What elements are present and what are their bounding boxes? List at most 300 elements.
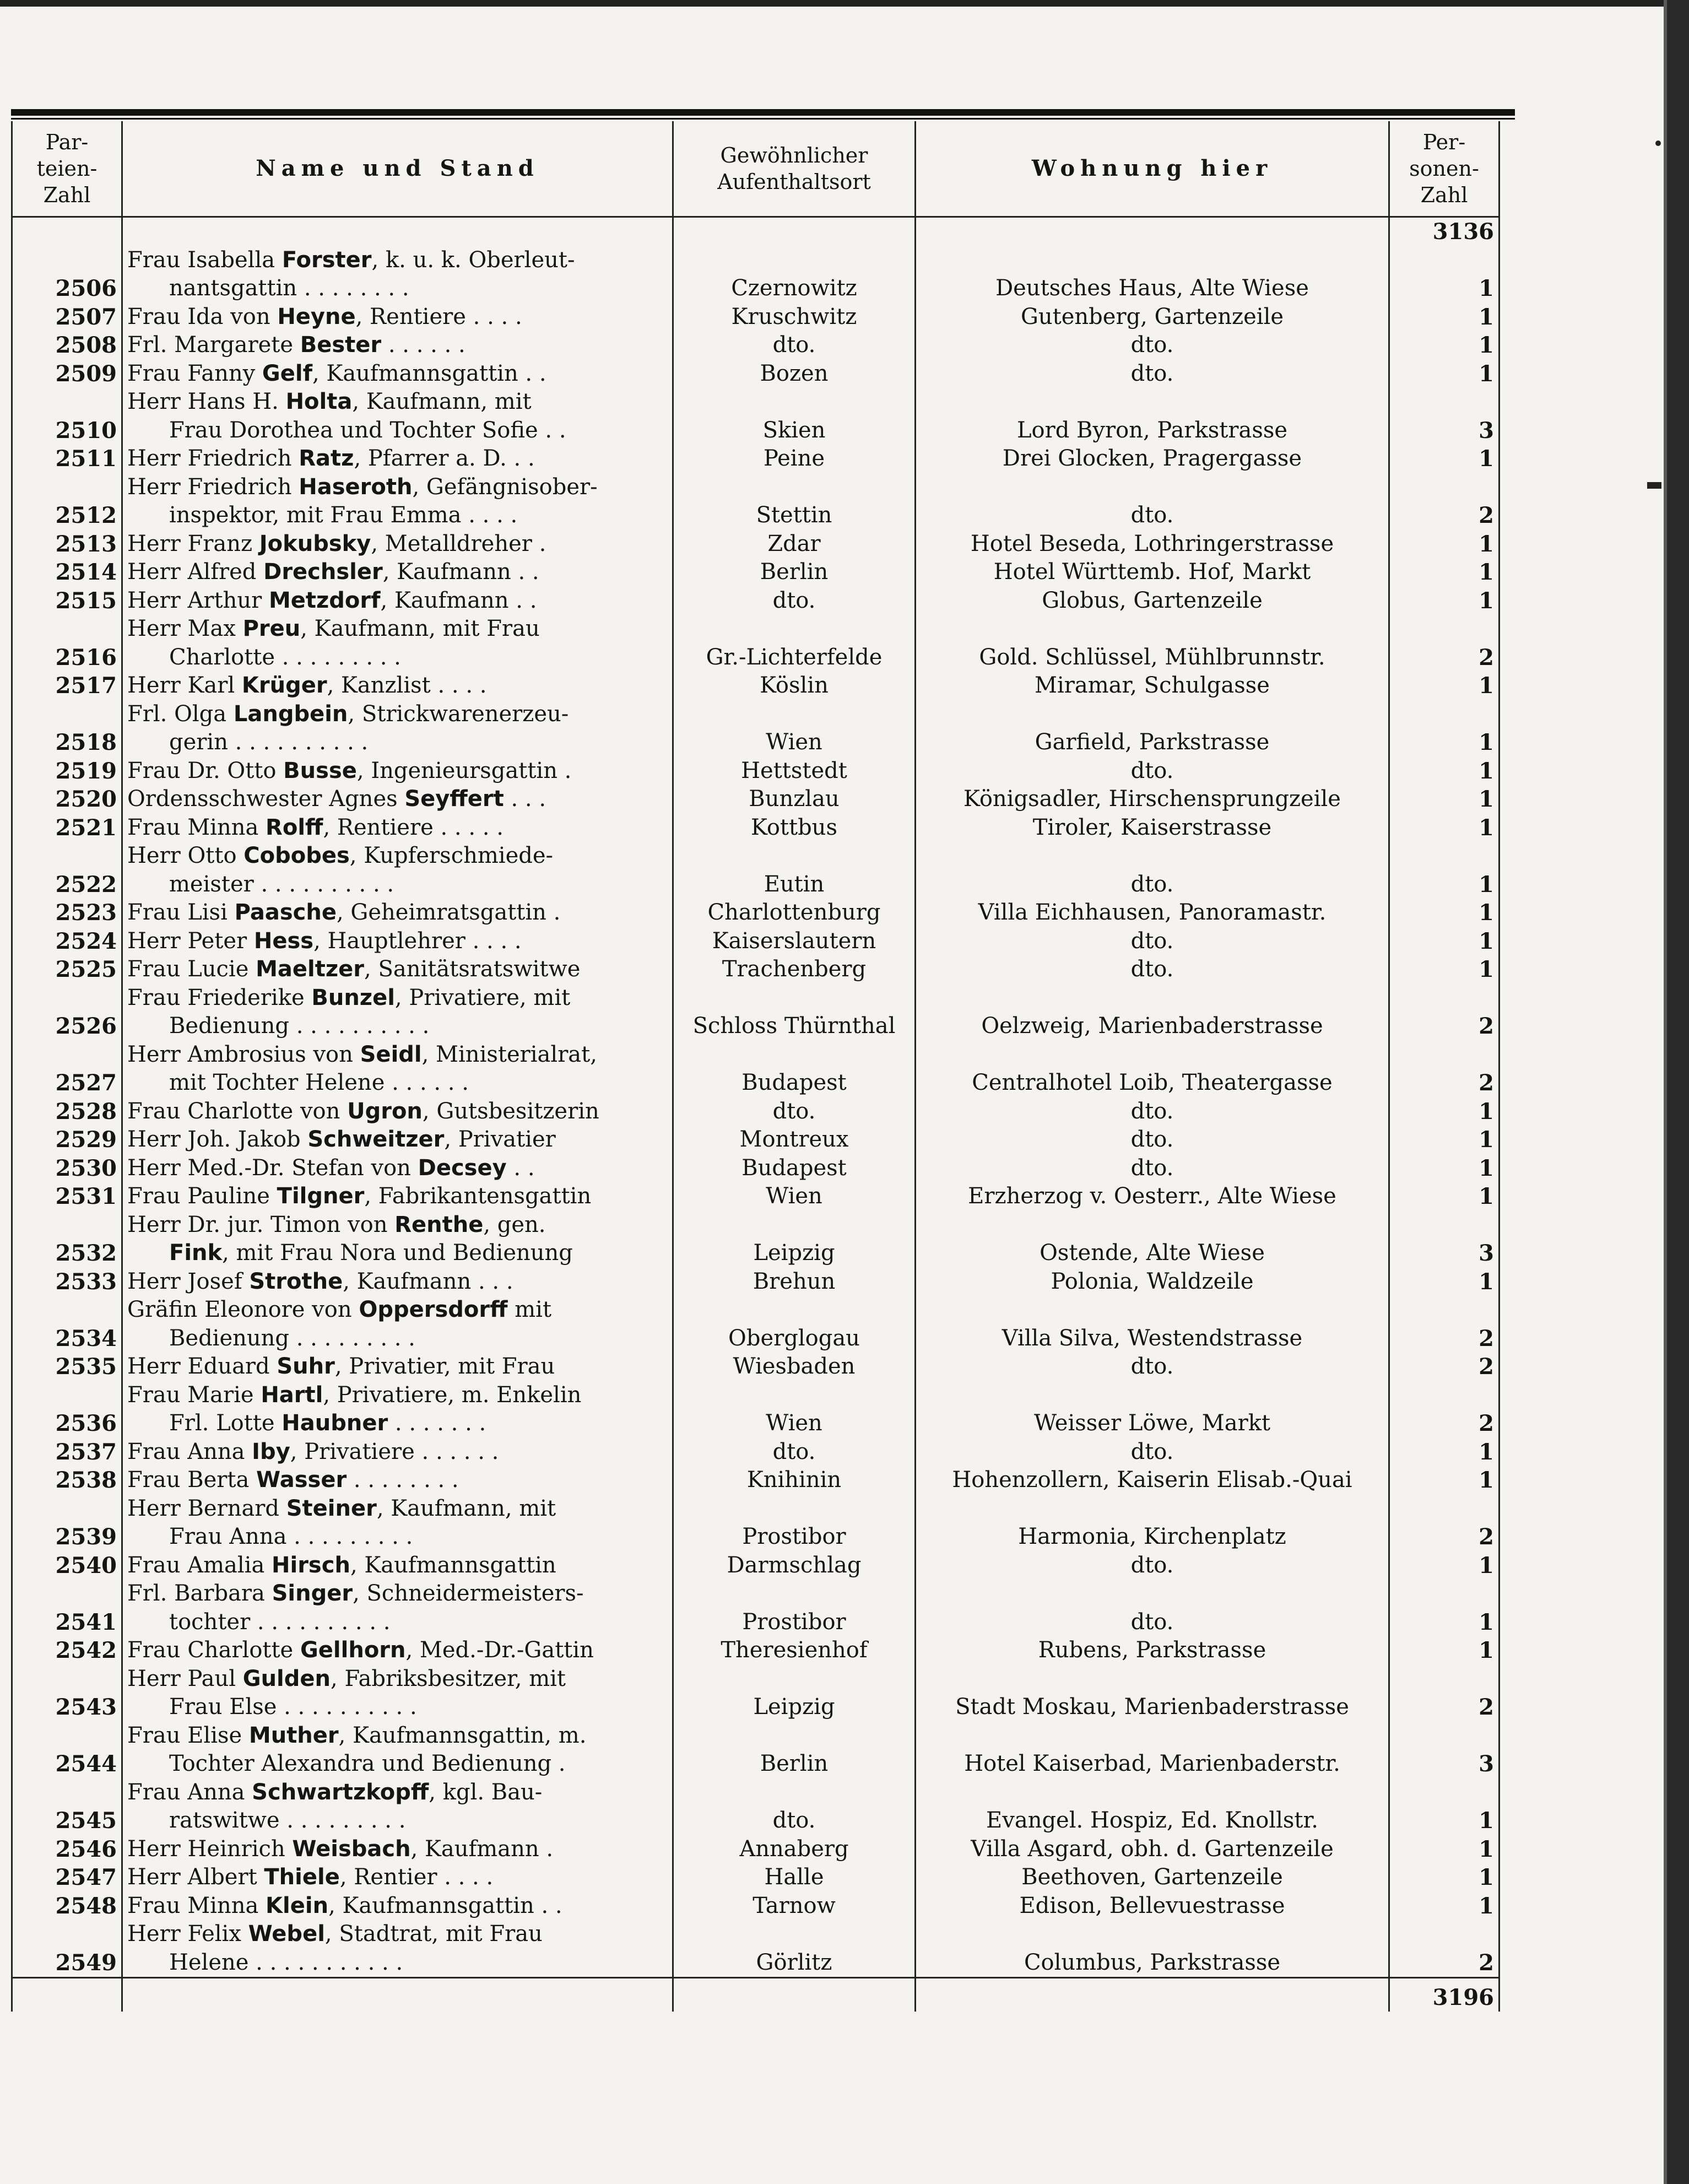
status-text: , Kaufmann, mit (376, 1495, 556, 1521)
person-count: 1 (1389, 1892, 1499, 1921)
lodging-address: Gold. Schlüssel, Mühlbrunnstr. (916, 615, 1389, 672)
party-number: 2522 (12, 842, 122, 899)
surname: Hirsch (272, 1552, 350, 1578)
surname: Singer (272, 1581, 353, 1606)
lodging-address: Hotel Württemb. Hof, Markt (916, 558, 1389, 587)
name-line (127, 1182, 668, 1211)
person-count: 1 (1389, 672, 1499, 700)
party-number: 2506 (12, 246, 122, 303)
carry-empty-num (12, 217, 122, 246)
lodging-address: Tiroler, Kaiserstrasse (916, 814, 1389, 842)
name-line (127, 672, 668, 700)
person-count: 1 (1389, 1778, 1499, 1835)
person-count: 1 (1389, 1551, 1499, 1580)
lodging-address: dto. (916, 360, 1389, 388)
name-line (127, 1665, 668, 1694)
guest-name-and-status (122, 246, 673, 303)
name-text: Frau Else . . . . . . . . . . (169, 1694, 417, 1720)
total-count: 3196 (1389, 1978, 1499, 2012)
guest-name-and-status (122, 1863, 673, 1892)
usual-residence: Leipzig (673, 1211, 916, 1268)
status-text: , Kanzlist . . . . (327, 673, 487, 698)
carry-over-count: 3136 (1389, 217, 1499, 246)
lodging-address: Villa Eichhausen, Panoramastr. (916, 899, 1389, 927)
usual-residence: Charlottenburg (673, 899, 916, 927)
status-text: , Geheimratsgattin . (336, 900, 561, 925)
name-text: Tochter Alexandra und Bedienung . (169, 1751, 566, 1776)
total-empty-num (12, 1978, 122, 2012)
guest-name-and-status (122, 1438, 673, 1467)
usual-residence: Eutin (673, 842, 916, 899)
header-name-and-status: Name und Stand (122, 121, 673, 217)
guest-name-and-status (122, 1665, 673, 1722)
guest-name-and-status (122, 331, 673, 360)
header-row (12, 121, 1499, 217)
name-text: Herr Dr. jur. Timon von (127, 1212, 395, 1237)
lodging-address: Edison, Bellevuestrasse (916, 1892, 1389, 1921)
name-line (127, 1211, 668, 1240)
usual-residence: Wien (673, 700, 916, 757)
name-text: Frau Lucie (127, 956, 256, 982)
lodging-address: dto. (916, 955, 1389, 984)
guest-name-and-status (122, 303, 673, 332)
name-line (127, 927, 668, 956)
surname: Thiele (264, 1864, 340, 1890)
status-text: , gen. (483, 1212, 546, 1237)
status-text: , kgl. Bau- (429, 1779, 543, 1805)
carry-empty-origin (673, 217, 916, 246)
party-number: 2525 (12, 955, 122, 984)
name-line (127, 1608, 668, 1637)
person-count: 1 (1389, 587, 1499, 615)
surname: Rolff (266, 814, 323, 840)
name-text: Frau Ida von (127, 304, 278, 329)
person-count: 3 (1389, 1211, 1499, 1268)
usual-residence: Berlin (673, 558, 916, 587)
register-row (12, 927, 1499, 956)
party-number: 2535 (12, 1353, 122, 1381)
name-text: Frl. Barbara (127, 1581, 272, 1606)
party-number: 2539 (12, 1495, 122, 1551)
person-count: 1 (1389, 1268, 1499, 1296)
party-number: 2515 (12, 587, 122, 615)
party-number: 2530 (12, 1154, 122, 1183)
person-count: 1 (1389, 303, 1499, 332)
person-count: 1 (1389, 246, 1499, 303)
name-line (127, 871, 668, 899)
party-number: 2521 (12, 814, 122, 842)
guest-name-and-status (122, 473, 673, 530)
name-text: Gräfin Eleonore von (127, 1297, 359, 1322)
lodging-address: Villa Asgard, obh. d. Gartenzeile (916, 1835, 1389, 1864)
guest-name-and-status (122, 587, 673, 615)
guest-name-and-status (122, 1381, 673, 1438)
lodging-address: Weisser Löwe, Markt (916, 1381, 1389, 1438)
usual-residence: Bozen (673, 360, 916, 388)
name-text: Frau Charlotte von (127, 1098, 348, 1124)
lodging-address: Miramar, Schulgasse (916, 672, 1389, 700)
lodging-address: Hotel Beseda, Lothringerstrasse (916, 530, 1389, 559)
usual-residence: Stettin (673, 473, 916, 530)
lodging-address: Polonia, Waldzeile (916, 1268, 1389, 1296)
guest-name-and-status (122, 530, 673, 559)
register-row (12, 1778, 1499, 1835)
name-text: Herr Paul (127, 1666, 243, 1691)
status-text: , Privatier (444, 1127, 556, 1152)
person-count: 1 (1389, 1126, 1499, 1154)
total-empty-name (122, 1978, 673, 2012)
usual-residence: Brehun (673, 1268, 916, 1296)
surname: Schweitzer (307, 1127, 445, 1152)
status-text: , Stadtrat, mit Frau (324, 1921, 543, 1947)
usual-residence: Bunzlau (673, 785, 916, 814)
name-text: nantsgattin . . . . . . . . (169, 275, 409, 301)
party-number: 2531 (12, 1182, 122, 1211)
surname: Oppersdorff (359, 1297, 508, 1322)
register-row (12, 1892, 1499, 1921)
party-number: 2512 (12, 473, 122, 530)
status-text: , Gutsbesitzerin (422, 1098, 599, 1124)
surname: Schwartzkopff (252, 1779, 429, 1805)
name-text: Frl. Olga (127, 701, 234, 727)
name-text: Herr Max (127, 616, 243, 641)
name-line (127, 1381, 668, 1410)
name-line (127, 1098, 668, 1126)
party-number: 2549 (12, 1920, 122, 1978)
usual-residence: Wien (673, 1182, 916, 1211)
usual-residence: Montreux (673, 1126, 916, 1154)
surname: Bunzel (311, 985, 395, 1010)
lodging-address: Harmonia, Kirchenplatz (916, 1495, 1389, 1551)
surname: Strothe (249, 1268, 343, 1294)
party-number: 2543 (12, 1665, 122, 1722)
usual-residence: Budapest (673, 1041, 916, 1098)
party-number: 2507 (12, 303, 122, 332)
usual-residence: Zdar (673, 530, 916, 559)
name-text: gerin . . . . . . . . . . (169, 729, 369, 755)
lodging-address: dto. (916, 1551, 1389, 1580)
status-text: . . . . . . (381, 332, 465, 358)
usual-residence: Gr.-Lichterfelde (673, 615, 916, 672)
status-text: . . (506, 1155, 535, 1181)
lodging-address: Globus, Gartenzeile (916, 587, 1389, 615)
name-text: inspektor, mit Frau Emma . . . . (169, 502, 518, 528)
status-text: , Metalldreher . (371, 531, 546, 556)
person-count: 1 (1389, 1835, 1499, 1864)
register-row (12, 558, 1499, 587)
person-count: 1 (1389, 1438, 1499, 1467)
guest-name-and-status (122, 1211, 673, 1268)
register-row (12, 1835, 1499, 1864)
party-number: 2509 (12, 360, 122, 388)
name-line (127, 274, 668, 303)
surname: Suhr (277, 1354, 335, 1379)
lodging-address: Centralhotel Loib, Theatergasse (916, 1041, 1389, 1098)
guest-name-and-status (122, 700, 673, 757)
name-text: Herr Arthur (127, 587, 269, 613)
name-line (127, 1835, 668, 1864)
usual-residence: Wien (673, 1381, 916, 1438)
usual-residence: Oberglogau (673, 1296, 916, 1353)
person-count: 2 (1389, 1665, 1499, 1722)
register-row (12, 331, 1499, 360)
name-text: Frau Pauline (127, 1183, 277, 1209)
name-line (127, 842, 668, 871)
register-row (12, 473, 1499, 530)
usual-residence: Peine (673, 445, 916, 473)
name-text: Herr Friedrich (127, 474, 299, 500)
surname: Weisbach (292, 1836, 411, 1862)
carry-empty-address (916, 217, 1389, 246)
surname: Gellhorn (300, 1637, 406, 1663)
total-empty-origin (673, 1978, 916, 2012)
person-count: 2 (1389, 615, 1499, 672)
party-number: 2511 (12, 445, 122, 473)
lodging-address: Columbus, Parkstrasse (916, 1920, 1389, 1978)
lodging-address: Rubens, Parkstrasse (916, 1636, 1389, 1665)
register-row (12, 1466, 1499, 1495)
name-line (127, 1466, 668, 1495)
register-row (12, 700, 1499, 757)
status-text: , Kaufmannsgattin (350, 1552, 556, 1578)
status-text: , Gefängnisober- (412, 474, 598, 500)
name-text: Frau Friederike (127, 985, 312, 1010)
scan-top-edge (0, 0, 1689, 7)
register-row (12, 672, 1499, 700)
usual-residence: Halle (673, 1863, 916, 1892)
guest-name-and-status (122, 1722, 673, 1778)
register-row (12, 899, 1499, 927)
register-row (12, 1722, 1499, 1778)
person-count: 2 (1389, 1296, 1499, 1353)
status-text: , Kupferschmiede- (349, 843, 554, 868)
surname: Renthe (394, 1212, 484, 1237)
name-line (127, 728, 668, 757)
margin-ink-mark (1655, 140, 1661, 146)
name-text: Herr Felix (127, 1921, 248, 1947)
usual-residence: Prostibor (673, 1580, 916, 1636)
name-line (127, 388, 668, 417)
guest-name-and-status (122, 1778, 673, 1835)
party-number: 2517 (12, 672, 122, 700)
usual-residence: dto. (673, 331, 916, 360)
lodging-address: Beethoven, Gartenzeile (916, 1863, 1389, 1892)
name-line (127, 587, 668, 615)
person-count: 1 (1389, 1182, 1499, 1211)
guest-name-and-status (122, 615, 673, 672)
name-text: Frau Berta (127, 1467, 257, 1493)
register-row (12, 445, 1499, 473)
name-text: Herr Med.-Dr. Stefan von (127, 1155, 418, 1181)
guest-name-and-status (122, 1041, 673, 1098)
party-number: 2518 (12, 700, 122, 757)
person-count: 1 (1389, 700, 1499, 757)
name-line (127, 1495, 668, 1523)
usual-residence: Kottbus (673, 814, 916, 842)
status-text: , Schneidermeisters- (353, 1581, 584, 1606)
name-text: Herr Peter (127, 928, 254, 954)
register-row (12, 1041, 1499, 1098)
guest-name-and-status (122, 1636, 673, 1665)
header-person-count: Per- sonen- Zahl (1389, 121, 1499, 217)
top-double-rule-thin (11, 118, 1515, 120)
name-text: Frau Isabella (127, 247, 282, 273)
party-number: 2524 (12, 927, 122, 956)
party-number: 2526 (12, 984, 122, 1041)
party-number: 2514 (12, 558, 122, 587)
person-count: 3 (1389, 1722, 1499, 1778)
status-text: , Kaufmann . . . (343, 1268, 513, 1294)
name-text: Frau Anna (127, 1779, 252, 1805)
name-text: Frau Lisi (127, 900, 235, 925)
usual-residence: dto. (673, 1778, 916, 1835)
carry-over-row (12, 217, 1499, 246)
person-count: 2 (1389, 1495, 1499, 1551)
surname: Fink (169, 1240, 223, 1266)
status-text: , Rentiere . . . . . (323, 814, 504, 840)
guest-name-and-status (122, 785, 673, 814)
person-count: 1 (1389, 785, 1499, 814)
lodging-address: Lord Byron, Parkstrasse (916, 388, 1389, 445)
register-page (11, 109, 1515, 2048)
status-text: . . . . . . . . (347, 1467, 459, 1493)
name-line (127, 303, 668, 332)
status-text: , Kaufmannsgattin, m. (338, 1722, 587, 1748)
register-row (12, 814, 1499, 842)
party-number: 2545 (12, 1778, 122, 1835)
name-text: Herr Otto (127, 843, 244, 868)
surname: Langbein (233, 701, 348, 727)
party-number: 2516 (12, 615, 122, 672)
usual-residence: Darmschlag (673, 1551, 916, 1580)
name-text: Bedienung . . . . . . . . . . (169, 1013, 430, 1039)
person-count: 2 (1389, 1920, 1499, 1978)
register-row (12, 360, 1499, 388)
party-number: 2542 (12, 1636, 122, 1665)
person-count: 1 (1389, 814, 1499, 842)
scan-right-edge (1667, 0, 1689, 2184)
person-count: 1 (1389, 558, 1499, 587)
lodging-address: dto. (916, 1353, 1389, 1381)
name-text: Frau Dr. Otto (127, 758, 284, 783)
surname: Holta (285, 389, 353, 414)
name-line (127, 1409, 668, 1438)
person-count: 2 (1389, 1353, 1499, 1381)
register-row (12, 1495, 1499, 1551)
person-count: 1 (1389, 1636, 1499, 1665)
name-line (127, 814, 668, 842)
top-double-rule-thick (11, 109, 1515, 116)
name-text: Frau Minna (127, 1893, 266, 1918)
guest-name-and-status (122, 1154, 673, 1183)
name-line (127, 1580, 668, 1608)
register-row (12, 1863, 1499, 1892)
guest-name-and-status (122, 672, 673, 700)
usual-residence: dto. (673, 587, 916, 615)
status-text: , Privatier, mit Frau (334, 1354, 555, 1379)
guest-name-and-status (122, 445, 673, 473)
lodging-address: Hotel Kaiserbad, Marienbaderstr. (916, 1722, 1389, 1778)
surname: Preu (242, 616, 301, 641)
name-text: Frau Dorothea und Tochter Sofie . . (169, 417, 566, 443)
party-number: 2532 (12, 1211, 122, 1268)
party-number: 2510 (12, 388, 122, 445)
person-count: 1 (1389, 927, 1499, 956)
guest-name-and-status (122, 1466, 673, 1495)
name-line (127, 417, 668, 445)
name-text: Frau Minna (127, 814, 266, 840)
status-text: mit (507, 1297, 552, 1322)
surname: Decsey (418, 1155, 507, 1181)
lodging-address: Oelzweig, Marienbaderstrasse (916, 984, 1389, 1041)
register-row (12, 1296, 1499, 1353)
name-text: tochter . . . . . . . . . . (169, 1609, 391, 1635)
name-line (127, 1750, 668, 1778)
status-text: , Kaufmann . . (382, 559, 539, 585)
register-row (12, 842, 1499, 899)
name-line (127, 558, 668, 587)
name-text: Herr Bernard (127, 1495, 286, 1521)
register-body (12, 217, 1499, 1978)
lodging-address: Stadt Moskau, Marienbaderstrasse (916, 1665, 1389, 1722)
register-row (12, 1580, 1499, 1636)
status-text: , Pfarrer a. D. . . (354, 446, 535, 471)
party-number: 2523 (12, 899, 122, 927)
lodging-address: dto. (916, 1580, 1389, 1636)
register-row (12, 388, 1499, 445)
name-line (127, 1268, 668, 1296)
lodging-address: Drei Glocken, Pragergasse (916, 445, 1389, 473)
party-number: 2537 (12, 1438, 122, 1467)
guest-name-and-status (122, 1268, 673, 1296)
party-number: 2508 (12, 331, 122, 360)
lodging-address: Garfield, Parkstrasse (916, 700, 1389, 757)
status-text: , Med.-Dr.-Gattin (405, 1637, 594, 1663)
lodging-address: Hohenzollern, Kaiserin Elisab.-Quai (916, 1466, 1389, 1495)
person-count: 1 (1389, 1154, 1499, 1183)
name-text: Helene . . . . . . . . . . . (169, 1949, 403, 1975)
name-line (127, 1438, 668, 1467)
usual-residence: Kruschwitz (673, 303, 916, 332)
party-number: 2547 (12, 1863, 122, 1892)
surname: Webel (248, 1921, 325, 1947)
status-text: . . . . . . . (388, 1410, 486, 1436)
person-count: 1 (1389, 1863, 1499, 1892)
status-text: , Ingenieursgattin . (356, 758, 572, 783)
party-number: 2529 (12, 1126, 122, 1154)
party-number: 2513 (12, 530, 122, 559)
name-line (127, 1863, 668, 1892)
usual-residence: Annaberg (673, 1835, 916, 1864)
name-text: Bedienung . . . . . . . . . (169, 1325, 415, 1351)
name-line (127, 1154, 668, 1183)
guest-name-and-status (122, 1920, 673, 1978)
name-line (127, 1693, 668, 1722)
person-count: 1 (1389, 360, 1499, 388)
surname: Jokubsky (259, 531, 371, 556)
status-text: , Privatiere . . . . . . (290, 1439, 499, 1464)
surname: Seidl (360, 1041, 422, 1067)
person-count: 2 (1389, 984, 1499, 1041)
name-line (127, 360, 668, 388)
lodging-address: dto. (916, 842, 1389, 899)
register-row (12, 1098, 1499, 1126)
surname: Ratz (299, 446, 354, 471)
register-row (12, 757, 1499, 786)
guest-name-and-status (122, 1495, 673, 1551)
guest-name-and-status (122, 899, 673, 927)
usual-residence: Leipzig (673, 1665, 916, 1722)
